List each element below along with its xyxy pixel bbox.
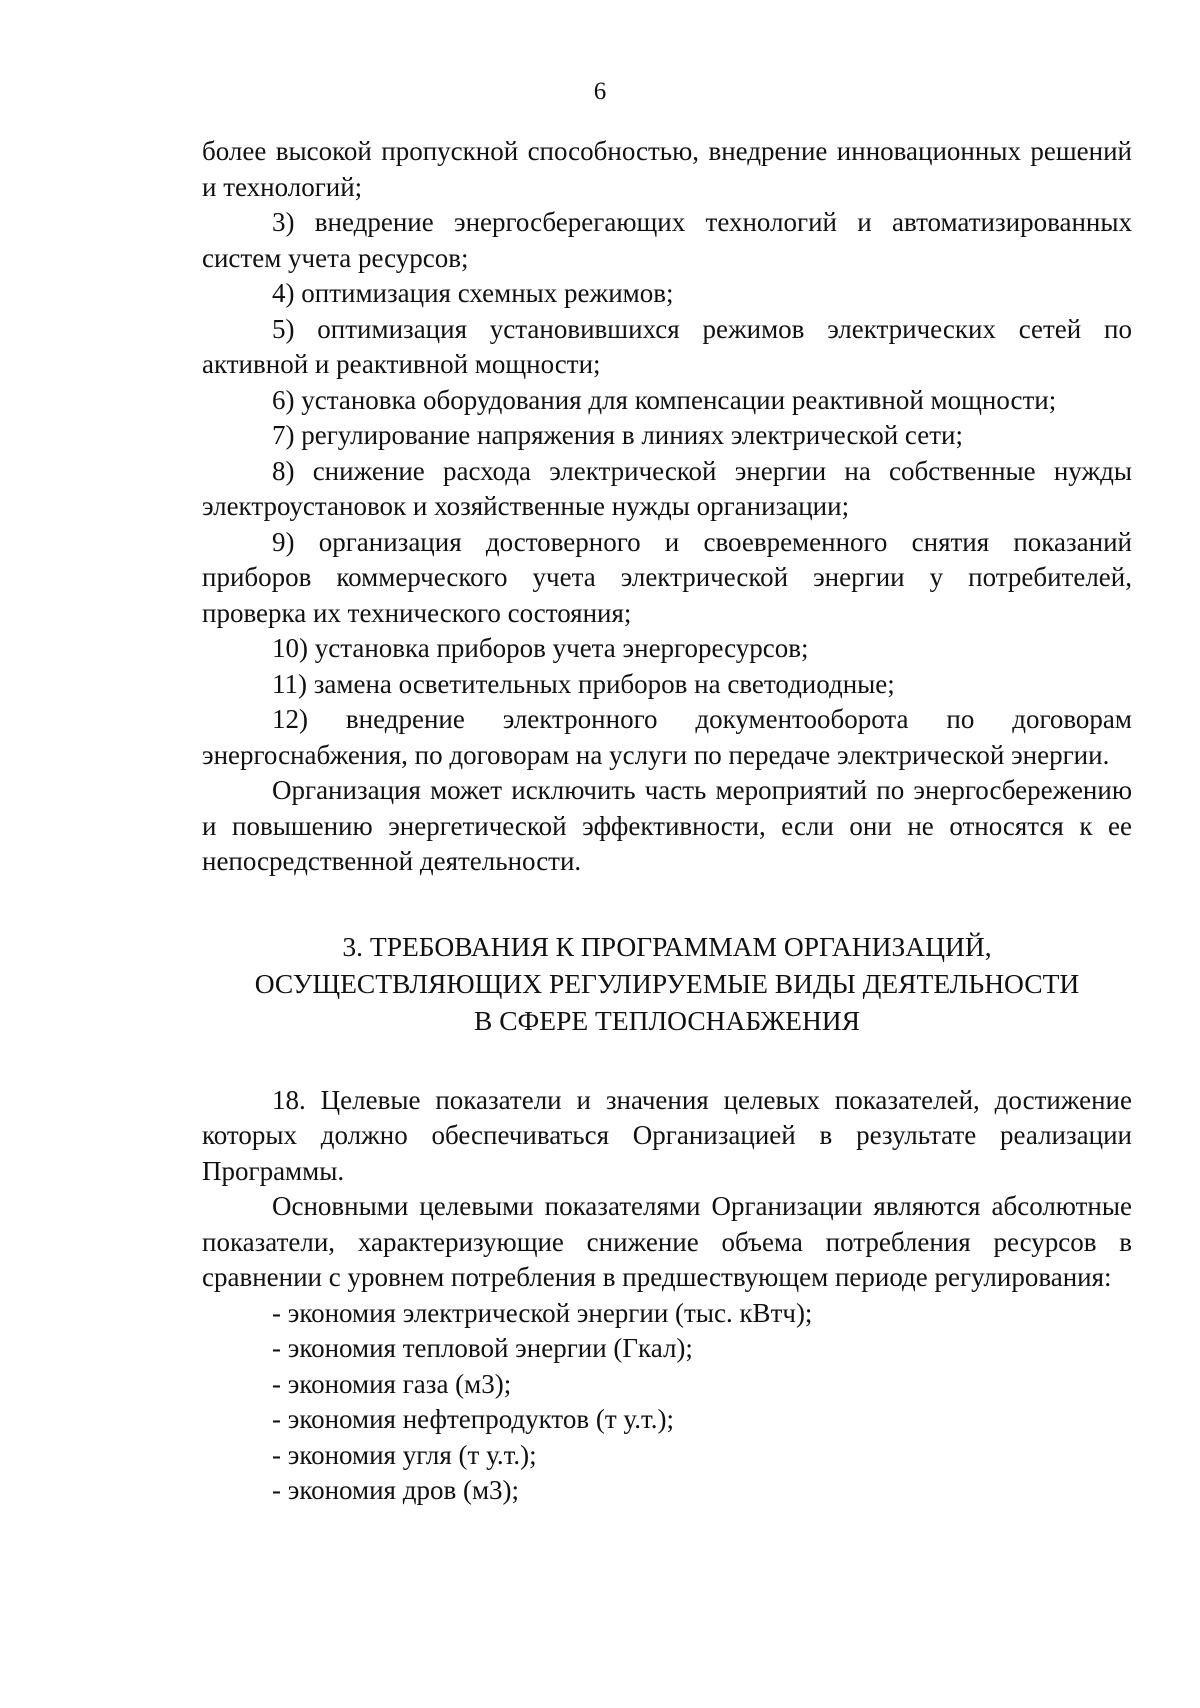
- section-heading-line: ОСУЩЕСТВЛЯЮЩИХ РЕГУЛИРУЕМЫЕ ВИДЫ ДЕЯТЕЛЬНОСТИ: [254, 967, 1080, 999]
- document-body: [202, 134, 1132, 1509]
- bullet-item: - экономия угля (т у.т.);: [272, 1439, 537, 1470]
- bullet-item: - экономия электрической энергии (тыс. кВтч);: [272, 1297, 813, 1328]
- list-item-11: 11) замена осветительных приборов на светодиодные;: [272, 668, 895, 699]
- paragraph-exclusion-note: Организация может исключить часть мероприятий по энергосбережению и повышению энергетической эффективности, если они не относятся к ее непосредственной деятельности.: [202, 775, 1132, 876]
- list-item-9: 9) организация достоверного и своевременного снятия показаний приборов коммерческого учета электрической энергии у потребителей, проверка их технического состояния;: [202, 526, 1132, 628]
- bullet-item: - экономия тепловой энергии (Гкал);: [272, 1333, 693, 1363]
- bullet-item: - экономия газа (м3);: [272, 1368, 512, 1399]
- bullet-item: - экономия дров (м3);: [272, 1475, 520, 1505]
- list-item-4: 4) оптимизация схемных режимов;: [272, 278, 674, 308]
- paragraph-18: 18. Целевые показатели и значения целевых показателей, достижение которых должно обеспечиваться Организацией в результате реализации Программы.: [202, 1084, 1132, 1186]
- bullet-item: - экономия нефтепродуктов (т у.т.);: [272, 1404, 674, 1434]
- list-item-3: 3) внедрение энергосберегающих технологий и автоматизированных систем учета ресурсов;: [202, 207, 1132, 273]
- paragraph-target-indicators: Основными целевыми показателями Организации являются абсолютные показатели, характеризующие снижение объема потребления ресурсов в сравнении с уровнем потребления в предшествующем периоде регулирования:: [202, 1191, 1132, 1292]
- section-heading-line: 3. ТРЕБОВАНИЯ К ПРОГРАММАМ ОРГАНИЗАЦИЙ,: [342, 930, 992, 962]
- list-item-12: 12) внедрение электронного документооборота по договорам энергоснабжения, по договорам на услуги по передаче электрической энергии.: [202, 704, 1132, 770]
- list-item-7: 7) регулирование напряжения в линиях электрической сети;: [272, 420, 963, 450]
- list-item-8: 8) снижение расхода электрической энергии на собственные нужды электроустановок и хозяйственные нужды организации;: [202, 455, 1132, 521]
- list-item-10: 10) установка приборов учета энергоресурсов;: [272, 633, 809, 663]
- page-number: 6: [593, 78, 607, 105]
- list-item-6: 6) установка оборудования для компенсации реактивной мощности;: [272, 384, 1057, 415]
- section-heading: [202, 928, 1132, 1039]
- list-item-5: 5) оптимизация установившихся режимов электрических сетей по активной и реактивной мощности;: [202, 313, 1132, 379]
- paragraph-continuation: более высокой пропускной способностью, внедрение инновационных решений и технологий;: [202, 136, 1132, 202]
- section-heading-line: В СФЕРЕ ТЕПЛОСНАБЖЕНИЯ: [473, 1004, 861, 1036]
